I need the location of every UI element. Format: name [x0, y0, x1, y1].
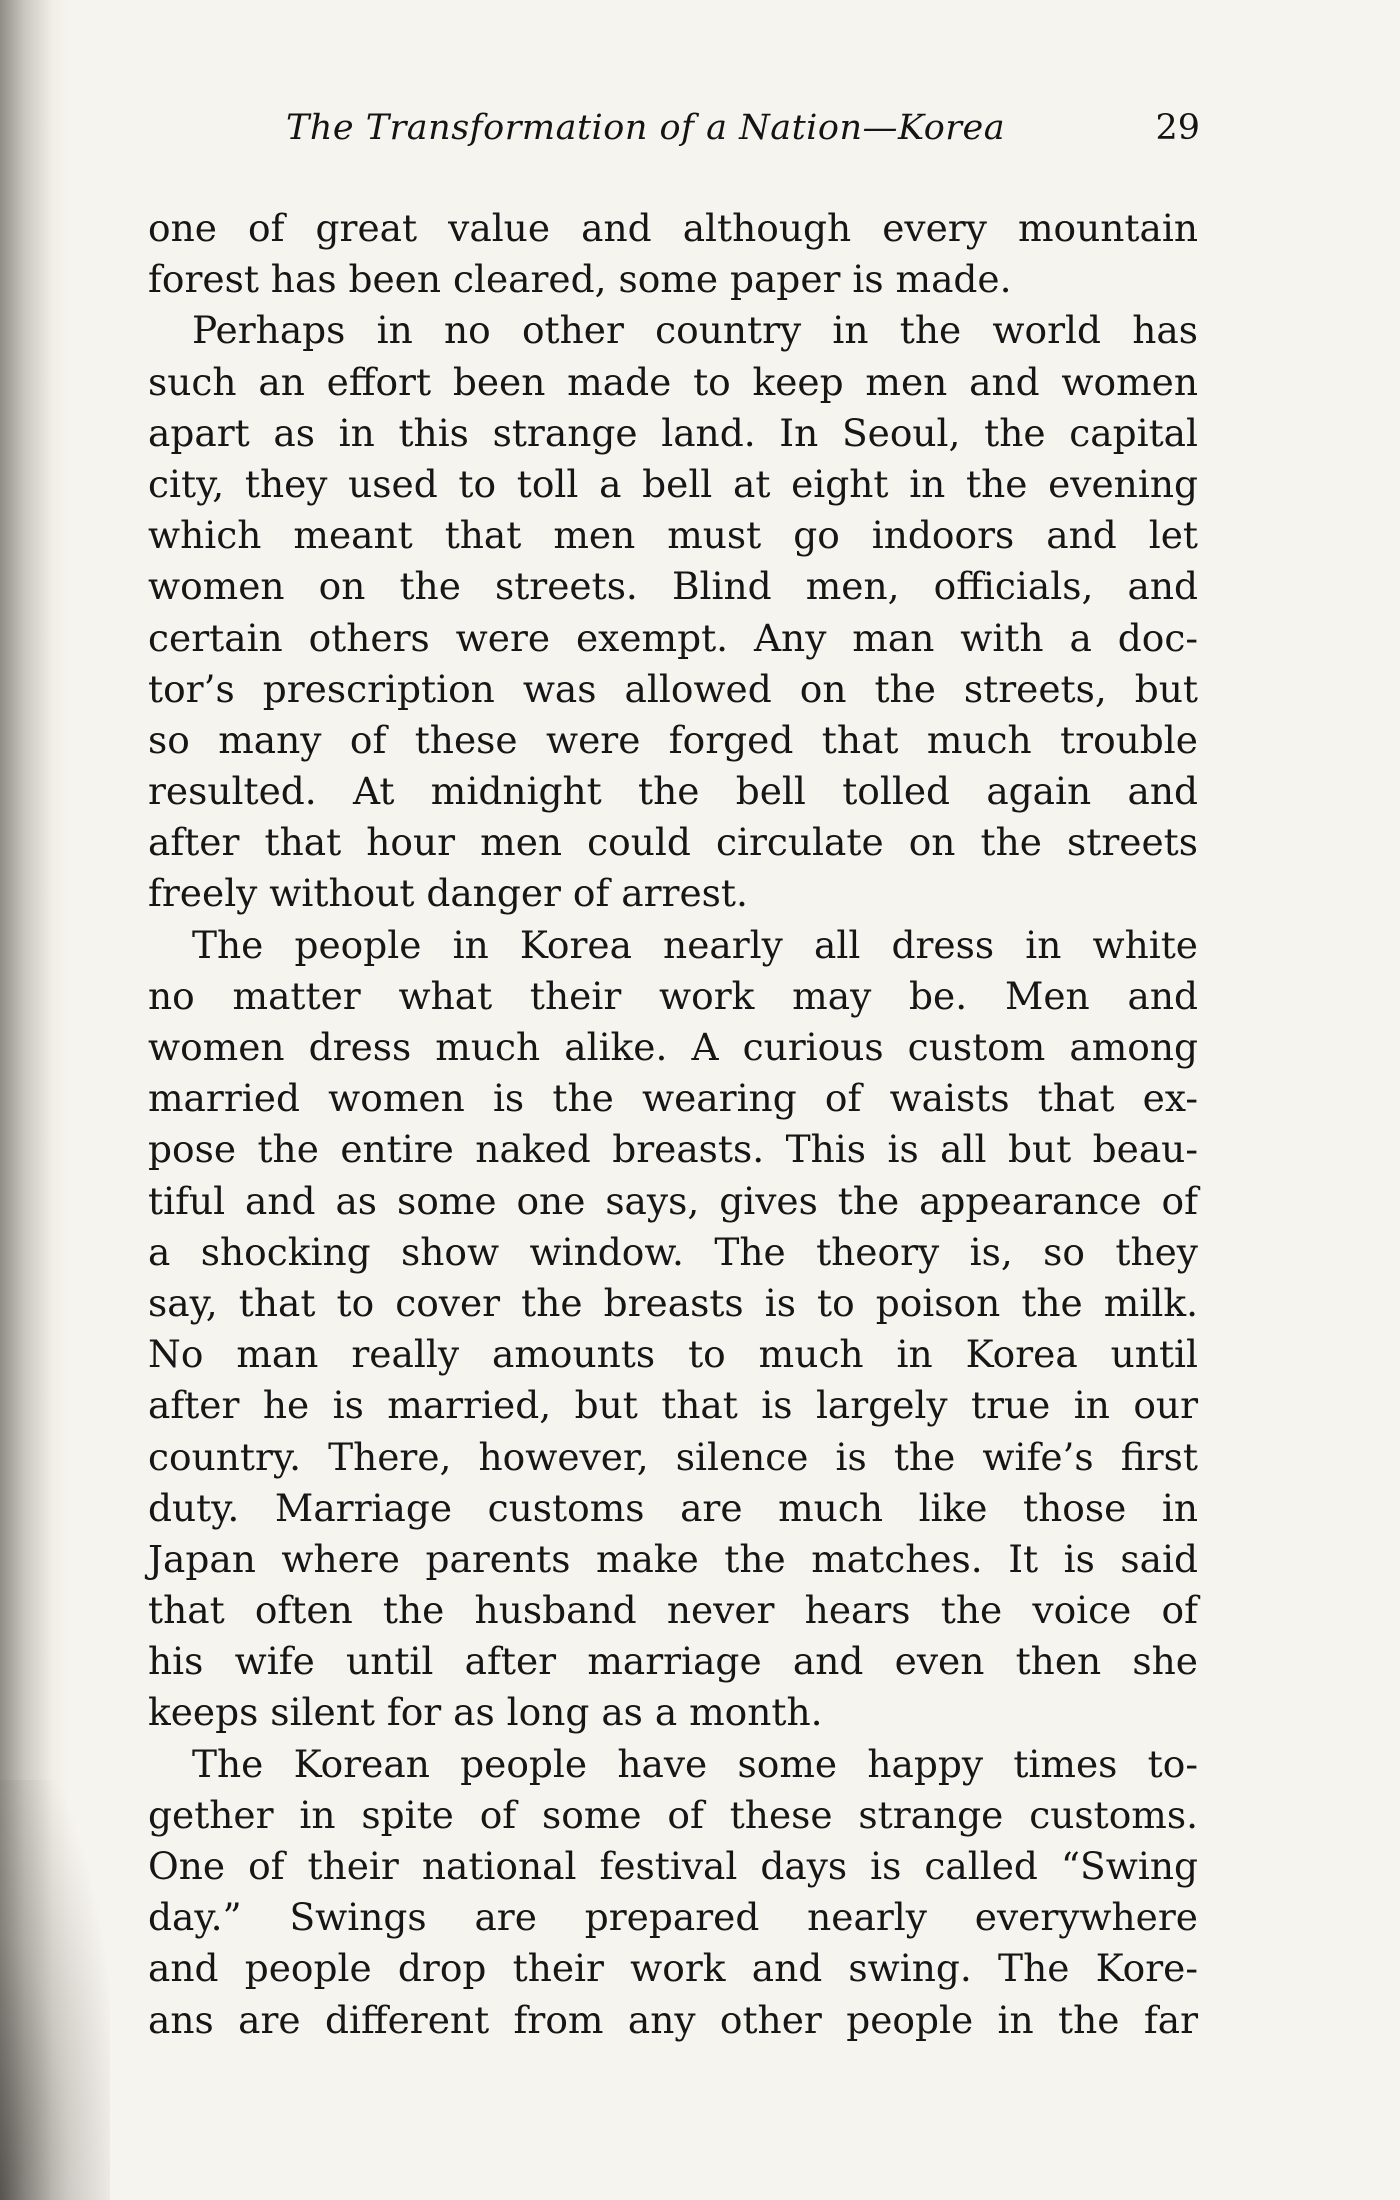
text-line: day.” Swings are prepared nearly everywhere	[148, 1895, 1198, 1940]
text-line: married women is the wearing of waists that ex-	[148, 1076, 1198, 1121]
text-line: women on the streets. Blind men, officials, and	[148, 564, 1198, 609]
text-line: resulted. At midnight the bell tolled again and	[148, 769, 1198, 814]
text-line: city, they used to toll a bell at eight in the evening	[148, 461, 1198, 506]
text-line: say, that to cover the breasts is to poison the milk.	[148, 1280, 1198, 1325]
text-line: a shocking show window. The theory is, so they	[148, 1229, 1198, 1274]
text-line: so many of these were forged that much trouble	[148, 717, 1198, 762]
text-line: apart as in this strange land. In Seoul, the capital	[148, 410, 1198, 455]
text-line: country. There, however, silence is the wife’s first	[148, 1434, 1198, 1479]
body-text	[148, 203, 1198, 2046]
paragraph	[148, 1739, 1198, 2046]
text-line: tor’s prescription was allowed on the streets, but	[148, 666, 1198, 711]
text-line: ans are different from any other people in the far	[148, 1997, 1198, 2042]
text-line: The Korean people have some happy times to-	[192, 1741, 1198, 1786]
paragraph	[148, 203, 1198, 305]
running-head	[150, 108, 1200, 168]
text-line: pose the entire naked breasts. This is all but beau-	[148, 1127, 1198, 1172]
text-line: Japan where parents make the matches. It is said	[148, 1536, 1198, 1581]
page-number: 29	[1155, 108, 1200, 148]
text-line: keeps silent for as long as a month.	[148, 1690, 823, 1735]
text-line: certain others were exempt. Any man with a doc-	[148, 615, 1198, 660]
running-title: The Transformation of a Nation—Korea	[286, 108, 1006, 148]
paragraph	[148, 305, 1198, 919]
text-line: No man really amounts to much in Korea until	[148, 1332, 1198, 1377]
text-line: and people drop their work and swing. The Kore-	[148, 1946, 1198, 1991]
text-line: Perhaps in no other country in the world has	[192, 308, 1198, 353]
text-line: which meant that men must go indoors and let	[148, 513, 1198, 558]
paragraph	[148, 920, 1198, 1739]
text-line: freely without danger of arrest.	[148, 871, 748, 916]
text-line: One of their national festival days is called “Swing	[148, 1844, 1198, 1888]
text-line: one of great value and although every mountain	[148, 206, 1198, 250]
text-line: such an effort been made to keep men and women	[148, 359, 1198, 404]
text-line: The people in Korea nearly all dress in white	[192, 922, 1198, 967]
text-line: forest has been cleared, some paper is made.	[148, 257, 1012, 302]
text-line: his wife until after marriage and even then she	[148, 1639, 1198, 1684]
text-line: duty. Marriage customs are much like those in	[148, 1485, 1198, 1530]
text-line: gether in spite of some of these strange customs.	[148, 1792, 1198, 1837]
text-line: no matter what their work may be. Men and	[148, 973, 1198, 1018]
text-line: tiful and as some one says, gives the appearance of	[148, 1178, 1198, 1223]
binding-shadow-corner	[0, 1780, 110, 2200]
text-line: women dress much alike. A curious custom among	[148, 1025, 1198, 1069]
text-line: after that hour men could circulate on the streets	[148, 820, 1198, 865]
text-line: that often the husband never hears the voice of	[148, 1588, 1198, 1633]
text-line: after he is married, but that is largely true in our	[148, 1383, 1198, 1428]
